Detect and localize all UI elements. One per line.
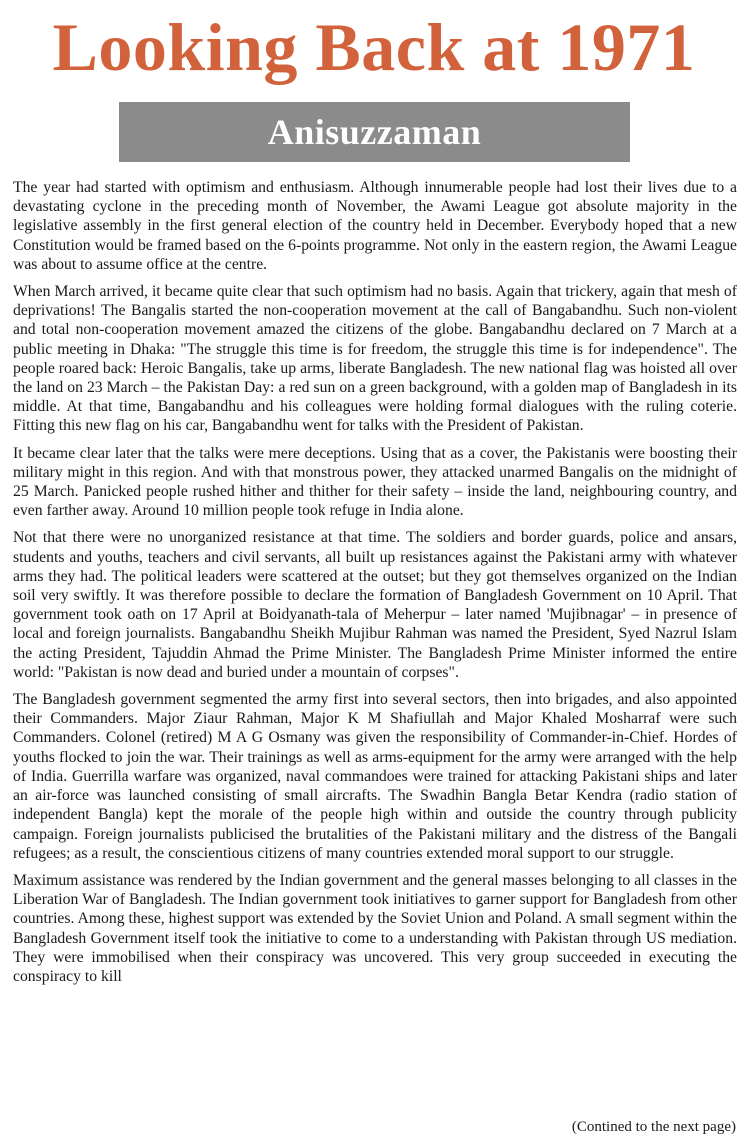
page-title: Looking Back at 1971 bbox=[52, 9, 696, 85]
article-paragraph: Maximum assistance was rendered by the Indian government and the general masses belonging to all classes in the Liberation War of Bangladesh. The Indian government took initiatives to garner support for Bangladesh from other countries. Among these, highest support was extended by the Soviet Union and Poland. A small segment within the Bangladesh Government itself took the initiative to come to a understanding with Pakistan through US mediation. They were immobilised when their conspiracy was uncovered. This very group succeeded in executing the conspiracy to kill bbox=[13, 871, 737, 985]
article-paragraph: When March arrived, it became quite clear that such optimism had no basis. Again that trickery, again that mesh of deprivations! The Bangalis started the non-cooperation movement at the call of Bangabandhu. Such non-violent and total non-cooperation movement amazed the citizens of the globe. Bangabandhu declared on 7 March at a public meeting in Dhaka: "The struggle this time is for freedom, the struggle this time is for independence". The people roared back: Heroic Bangalis, take up arms, liberate Bangladesh. The new national flag was hoisted all over the land on 23 March – the Pakistan Day: a red sun on a green background, with a golden map of Bangladesh in its middle. At that time, Bangabandhu and his colleagues were holding formal dialogues with the ruling coterie. Fitting this new flag on his car, Bangabandhu went for talks with the President of Pakistan. bbox=[13, 283, 737, 435]
author-banner bbox=[119, 102, 630, 162]
article-paragraph: The Bangladesh government segmented the army first into several sectors, then into brigades, and also appointed their Commanders. Major Ziaur Rahman, Major K M Shafiullah and Major Khaled Mosharraf were such Commanders. Colonel (retired) M A G Osmany was given the responsibility of Commander-in-Chief. Hordes of youths flocked to join the war. Their trainings as well as arms-equipment for the army were arranged with the help of India. Guerrilla warfare was organized, naval commandoes were trained for attacking Pakistani ships and later an air-force was launched consisting of small aircrafts. The Swadhin Bangla Betar Kendra (radio station of independent Bangla) kept the morale of the people high within and outside the country through publicity campaign. Foreign journalists publicised the brutalities of the Pakistani military and the distress of the Bangali refugees; as a result, the conscientious citizens of many countries extended moral support to our struggle. bbox=[13, 691, 737, 862]
continued-note: (Contined to the next page) bbox=[571, 1119, 736, 1135]
article-paragraph: Not that there were no unorganized resistance at that time. The soldiers and border guards, police and ansars, students and youths, teachers and civil servants, all built up resistances against the Pakistani army with whatever arms they had. The political leaders were scattered at the outset; but they got themselves organized on the Indian soil very swiftly. It was therefore possible to declare the formation of Bangladesh Government on 10 April. That government took oath on 17 April at Boidyanath-tala of Meherpur – later named 'Mujibnagar' – in presence of local and foreign journalists. Bangabandhu Sheikh Mujibur Rahman was named the President, Syed Nazrul Islam the acting President, Tajuddin Ahmad the Prime Minister. The Bangladesh Prime Minister informed the entire world: "Pakistan is now dead and buried under a mountain of corpses". bbox=[13, 529, 737, 681]
article-paragraph: The year had started with optimism and enthusiasm. Although innumerable people had lost their lives due to a devastating cyclone in the preceding month of November, the Awami League got absolute majority in the legislative assembly in the first general election of the country held in December. Everybody hoped that a new Constitution would be framed based on the 6-points programme. Not only in the eastern region, the Awami League was about to assume office at the centre. bbox=[13, 179, 737, 273]
article-body bbox=[13, 178, 737, 994]
article-paragraph: It became clear later that the talks were mere deceptions. Using that as a cover, the Pakistanis were boosting their military might in this region. And with that monstrous power, they attacked unarmed Bangalis on the midnight of 25 March. Panicked people rushed hither and thither for their safety – inside the land, neighbouring country, and even farther away. Around 10 million people took refuge in India alone. bbox=[13, 444, 737, 520]
author-name: Anisuzzaman bbox=[267, 112, 482, 152]
